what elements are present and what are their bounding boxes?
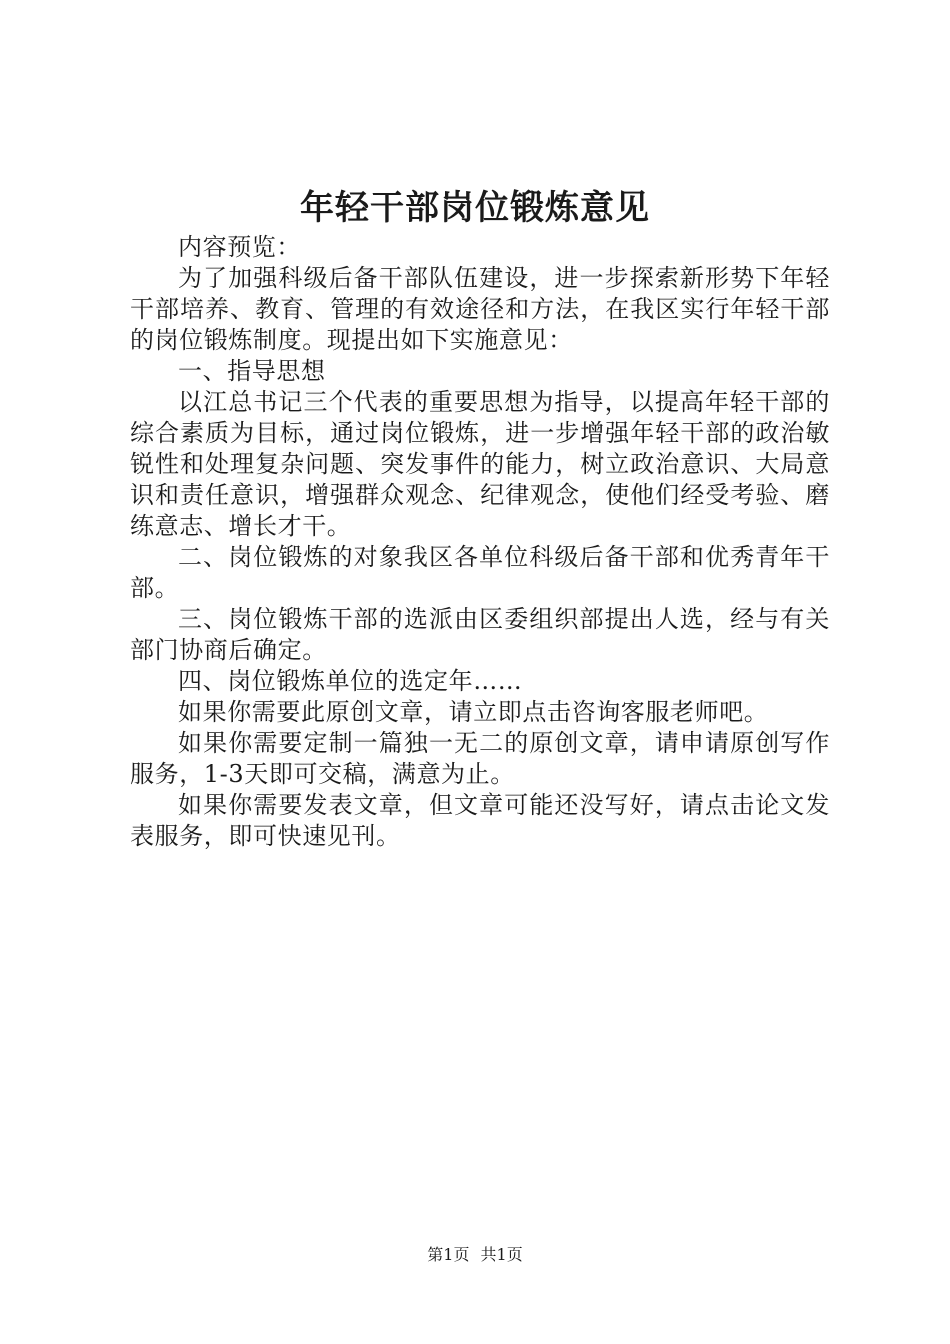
paragraph-units: 四、岗位锻炼单位的选定年…… [178,667,523,695]
page-number-footer [0,1243,950,1267]
paragraph-publishing-service: 如果你需要发表文章，但文章可能还没写好，请点击论文发表服务，即可快速见刊。 [130,791,830,850]
paragraph-selection: 三、岗位锻炼干部的选派由区委组织部提出人选，经与有关部门协商后确定。 [130,605,830,664]
paragraph-targets: 二、岗位锻炼的对象我区各单位科级后备干部和优秀青年干部。 [130,543,830,602]
document-body [130,232,830,852]
document-title: 年轻干部岗位锻炼意见 [300,188,650,228]
paragraph-guiding-thought: 以江总书记三个代表的重要思想为指导，以提高年轻干部的综合素质为目标，通过岗位锻炼，进一步增强年轻干部的政治敏锐性和处理复杂问题、突发事件的能力，树立政治意识、大局意识和责任意识，增强群众观念、纪律观念，使他们经受考验、磨练意志、增长才干。 [130,388,830,540]
paragraph-preview-label: 内容预览： [178,233,301,261]
paragraph-custom-writing: 如果你需要定制一篇独一无二的原创文章，请申请原创写作服务，1-3天即可交稿，满意为止。 [130,729,830,788]
paragraph-contact-service: 如果你需要此原创文章，请立即点击咨询客服老师吧。 [178,698,769,726]
page-total: 共1页 [480,1245,523,1264]
page-current: 第1页 [427,1245,470,1264]
paragraph-intro: 为了加强科级后备干部队伍建设，进一步探索新形势下年轻干部培养、教育、管理的有效途径和方法，在我区实行年轻干部的岗位锻炼制度。现提出如下实施意见： [130,264,830,354]
paragraph-heading-guiding-thought: 一、指导思想 [178,357,326,385]
